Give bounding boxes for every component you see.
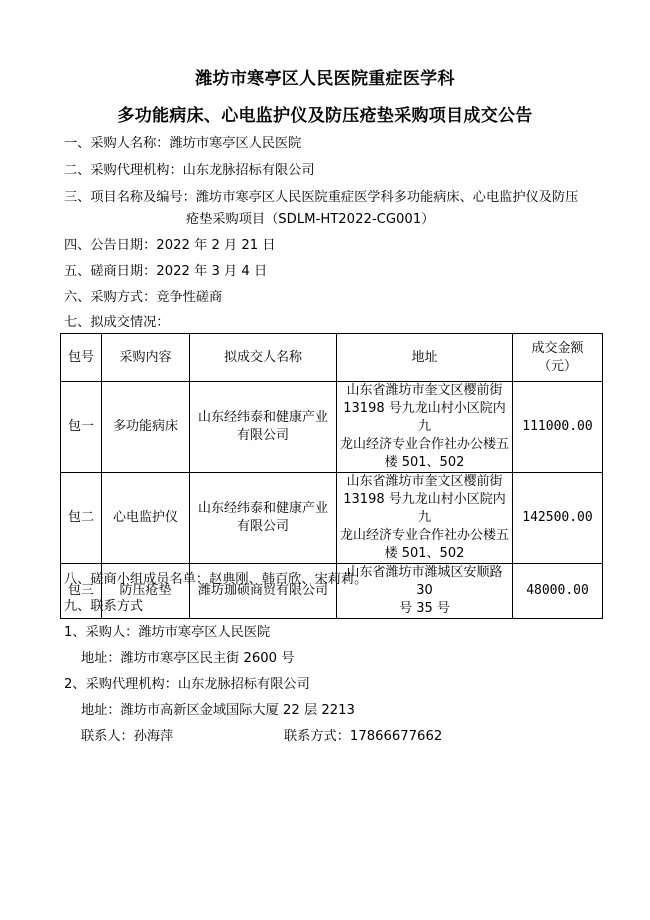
table-row — [61, 382, 603, 473]
address-line: 龙山经济专业合作社办公楼五 — [339, 528, 509, 543]
supplier-cell: 潍坊珈硕商贸有限公司 — [190, 564, 337, 619]
content-cell: 心电监护仪 — [102, 473, 190, 564]
supplier-line: 有限公司 — [236, 519, 289, 534]
header-lot: 包号 — [61, 334, 102, 382]
lot-cell: 包三 — [61, 564, 102, 619]
supplier-line: 有限公司 — [236, 428, 289, 443]
contact-heading: 九、联系方式 — [64, 599, 144, 614]
amount-cell: 111000.00 — [513, 382, 603, 473]
header-supplier: 拟成交人名称 — [190, 334, 337, 382]
purchaser-address: 地址：潍坊市寒亭区民主街 2600 号 — [81, 651, 295, 666]
supplier-line: 山东经纬泰和健康产业 — [197, 410, 328, 425]
address-line: 13198 号九龙山村小区院内九 — [343, 492, 506, 525]
agency-address: 地址：潍坊市高新区金域国际大厦 22 层 2213 — [81, 703, 355, 718]
header-amount-line-2: （元） — [537, 358, 577, 374]
purchaser-name: 一、采购人名称：潍坊市寒亭区人民医院 — [64, 136, 302, 151]
negotiation-date: 五、磋商日期：2022 年 3 月 4 日 — [64, 264, 268, 279]
procurement-method: 六、采购方式：竞争性磋商 — [64, 290, 223, 305]
project-name-line-1: 三、项目名称及编号：潍坊市寒亭区人民医院重症医学科多功能病床、心电监护仪及防压 — [64, 190, 579, 205]
panel-members: 八、磋商小组成员名单：赵典刚、韩百欣、宋莉莉。 — [64, 572, 368, 587]
lot-cell: 包一 — [61, 382, 102, 473]
notice-title-line-2: 多功能病床、心电监护仪及防压疮垫采购项目成交公告 — [117, 106, 533, 126]
amount-cell: 48000.00 — [513, 564, 603, 619]
header-content: 采购内容 — [102, 334, 190, 382]
project-name-line-2: 疮垫采购项目（SDLM-HT2022-CG001） — [186, 212, 435, 227]
notice-title-line-1: 潍坊市寒亭区人民医院重症医学科 — [195, 69, 455, 89]
amount-cell: 142500.00 — [513, 473, 603, 564]
supplier-line: 山东经纬泰和健康产业 — [197, 501, 328, 516]
purchaser-contact: 1、采购人：潍坊市寒亭区人民医院 — [64, 625, 271, 640]
address-line: 龙山经济专业合作社办公楼五 — [339, 437, 509, 452]
contact-phone: 联系方式：17866677662 — [284, 729, 443, 744]
notice-date: 四、公告日期：2022 年 2 月 21 日 — [64, 238, 276, 253]
contact-person: 联系人：孙海萍 — [81, 729, 174, 744]
supplier-cell — [190, 473, 337, 564]
table-row — [61, 473, 603, 564]
award-heading: 七、拟成交情况： — [64, 315, 170, 330]
address-line: 13198 号九龙山村小区院内九 — [343, 401, 506, 434]
table-header-row — [61, 334, 603, 382]
supplier-cell — [190, 382, 337, 473]
header-address: 地址 — [337, 334, 513, 382]
address-cell — [337, 473, 513, 564]
address-line: 楼 501、502 — [384, 546, 465, 561]
header-amount — [513, 334, 603, 382]
address-line: 山东省潍坊市奎文区樱前街 — [346, 383, 503, 398]
agency-contact: 2、采购代理机构：山东龙脉招标有限公司 — [64, 677, 310, 692]
lot-cell: 包二 — [61, 473, 102, 564]
address-line: 楼 501、502 — [384, 455, 465, 470]
address-line: 号 35 号 — [399, 601, 450, 616]
content-cell: 防压疮垫 — [102, 564, 190, 619]
address-line: 山东省潍坊市潍城区安顺路 30 — [346, 565, 503, 598]
agency-name: 二、采购代理机构：山东龙脉招标有限公司 — [64, 163, 315, 178]
address-cell — [337, 382, 513, 473]
address-line: 山东省潍坊市奎文区樱前街 — [346, 474, 503, 489]
content-cell: 多功能病床 — [102, 382, 190, 473]
header-amount-line-1: 成交金额 — [531, 340, 584, 356]
